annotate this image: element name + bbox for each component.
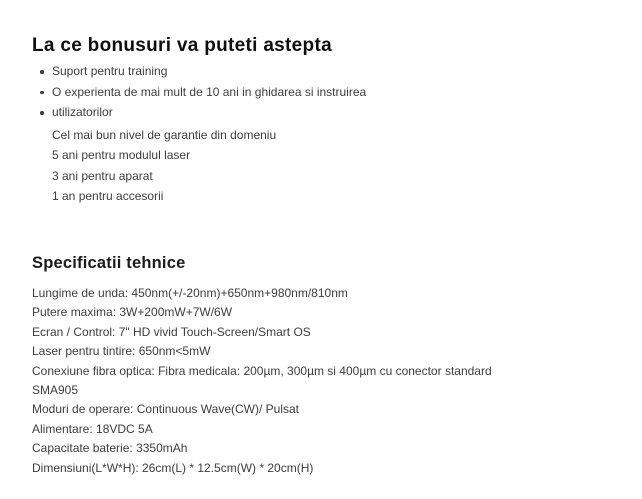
list-item [32,61,366,82]
bullet-text: O experienta de mai mult de 10 ani in ghidarea si instruirea [52,84,367,99]
bonus-bullet-list [32,61,366,123]
bullet-icon [40,91,44,95]
spec-line: SMA905 [32,383,79,398]
warranty-line: 5 ani pentru modulul laser [52,148,191,163]
list-item [32,82,366,103]
spec-line: Moduri de operare: Continuous Wave(CW)/ Pulsat [32,402,299,417]
spec-line: Conexiune fibra optica: Fibra medicala: 200µm, 300µm si 400µm cu conector standard [32,363,492,378]
spec-line: Dimensiuni(L*W*H): 26cm(L) * 12.5cm(W) * 20cm(H) [32,460,314,475]
warranty-line: 1 an pentru accesorii [52,188,164,203]
spec-line: Ecran / Control: 7" HD vivid Touch-Screen/Smart OS [32,324,311,339]
warranty-line: Cel mai bun nivel de garantie din domeniu [52,128,277,142]
spec-line: Lungime de unda: 450nm(+/-20nm)+650nm+980nm/810nm [32,286,348,300]
specs-section-title: Specificatii tehnice [32,254,186,272]
spec-line: Alimentare: 18VDC 5A [32,421,153,436]
bullet-icon [40,111,44,115]
list-item [32,102,366,123]
warranty-lines [52,125,276,206]
warranty-line: 3 ani pentru aparat [52,168,153,183]
bullet-text: Suport pentru training [52,64,168,78]
spec-line: Capacitate baterie: 3350mAh [32,441,188,456]
spec-line: Laser pentru tintire: 650nm<5mW [32,344,211,359]
bonus-section-title: La ce bonusuri va puteti astepta [32,35,332,56]
bullet-text: utilizatorilor [52,105,113,119]
spec-lines [32,284,612,478]
spec-line: Putere maxima: 3W+200mW+7W/6W [32,305,233,320]
bullet-icon [40,70,44,74]
